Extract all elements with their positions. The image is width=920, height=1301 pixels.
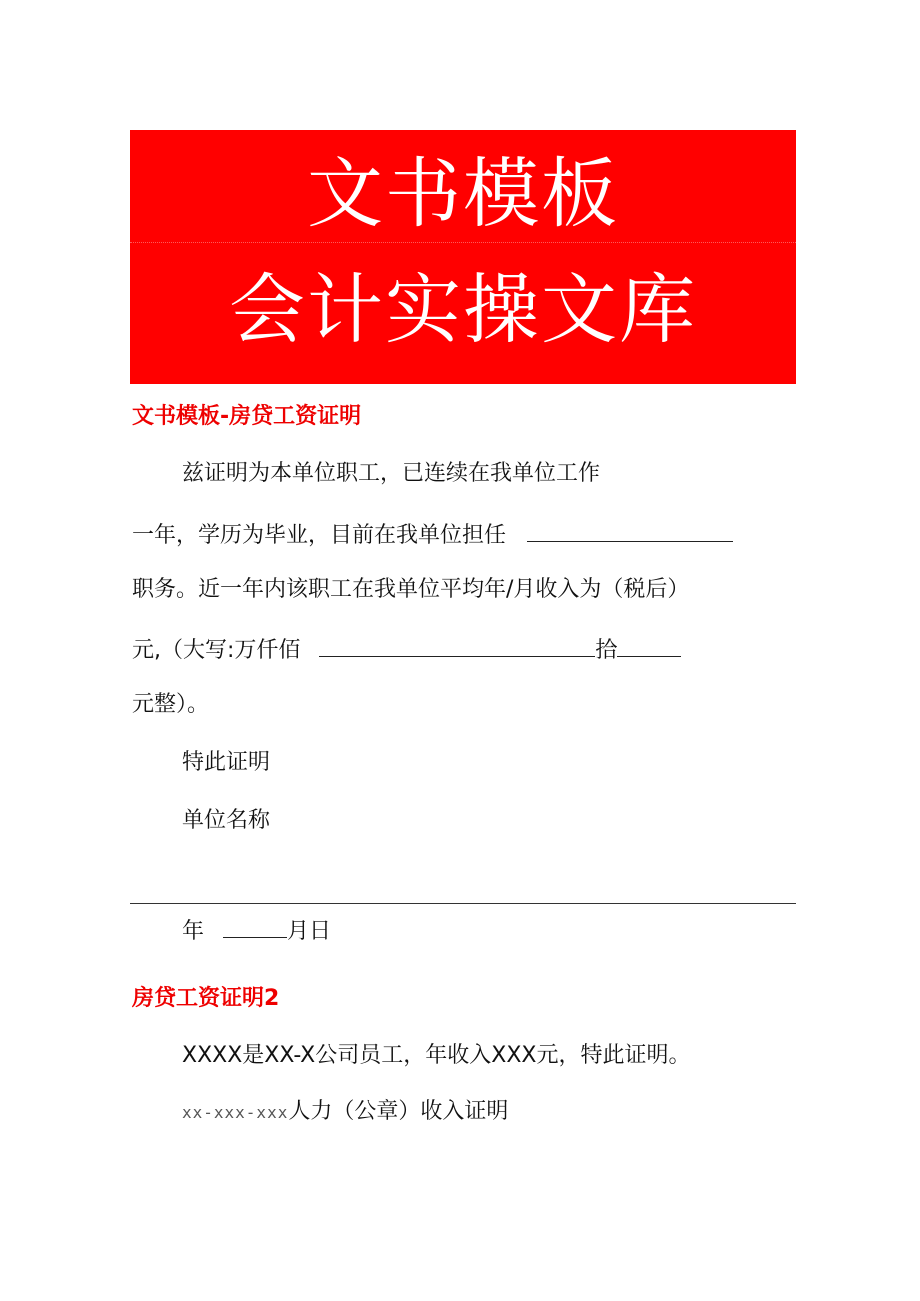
amount-tens-label: 拾 <box>595 638 618 663</box>
date-year-label: 年 <box>182 919 205 944</box>
unit-name-label: 单位名称 <box>182 808 271 833</box>
section1-heading: 文书模板-房贷工资证明 <box>132 404 362 429</box>
amount-uppercase-label: 元,（大写:万仟佰 <box>132 638 301 663</box>
date-month-day-label: 月日 <box>287 919 332 944</box>
section2-heading: 房贷工资证明2 <box>132 986 280 1011</box>
banner-title-line2: 会计实操文库 <box>229 265 697 354</box>
title-banner <box>130 130 796 384</box>
amount-blank-hundreds[interactable] <box>319 636 595 657</box>
certificate-para-line3: 职务。近一年内该职工在我单位平均年/月收入为（税后） <box>132 577 690 602</box>
section2-reference <box>182 1101 508 1123</box>
position-blank[interactable] <box>527 521 733 542</box>
reference-text: 人力（公章）收入证明 <box>288 1099 509 1124</box>
certificate-para-line4 <box>132 636 681 662</box>
banner-divider <box>130 242 796 243</box>
certificate-para-line1: 兹证明为本单位职工，已连续在我单位工作 <box>182 461 601 486</box>
closing-statement: 特此证明 <box>182 750 271 775</box>
section2-body: XXXX是XX-X公司员工，年收入XXX元，特此证明。 <box>182 1043 691 1068</box>
signature-divider <box>130 903 796 904</box>
reference-code: xx-xxx-xxx <box>182 1103 289 1122</box>
certificate-para-line2 <box>132 521 733 547</box>
date-line <box>182 917 331 943</box>
certificate-para-line5: 元整）。 <box>132 692 210 717</box>
certificate-para-line2-text: 一年，学历为毕业，目前在我单位担任 <box>132 523 507 548</box>
date-month-blank[interactable] <box>223 917 287 938</box>
banner-title-line1: 文书模板 <box>307 149 619 238</box>
amount-blank-tens[interactable] <box>617 636 681 657</box>
